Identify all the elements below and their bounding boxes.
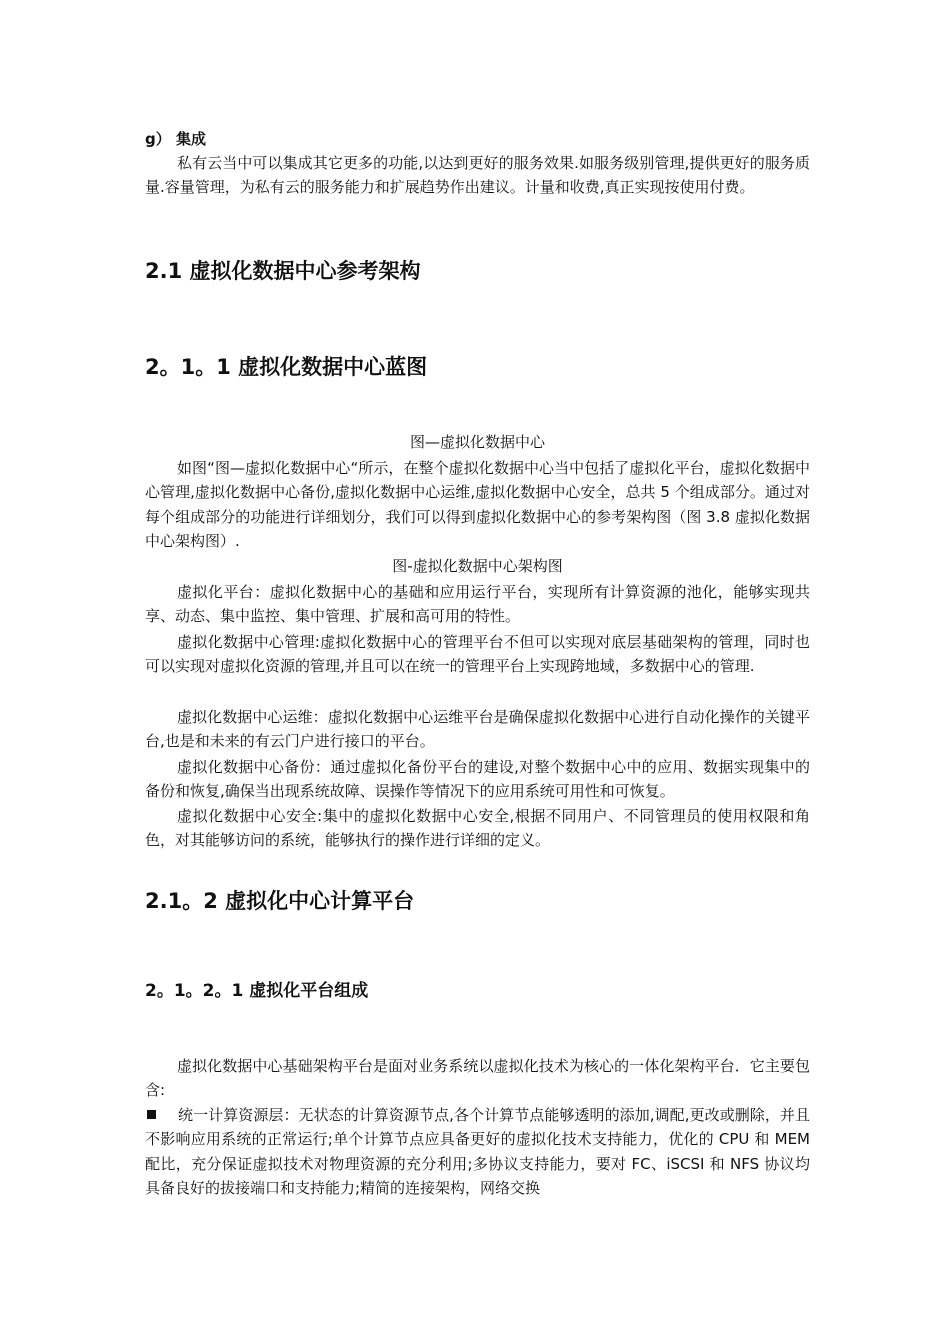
heading-2-1-1: 2。1。1 虚拟化数据中心蓝图	[145, 355, 428, 379]
figure-caption-architecture: 图-虚拟化数据中心架构图	[392, 557, 563, 575]
paragraph-intro: 如图“图—虚拟化数据中心“所示，在整个虚拟化数据中心当中包括了虚拟化平台，虚拟化数据中心管理,虚拟化数据中心备份,虚拟化数据中心运维,虚拟化数据中心安全，总共 5 个组成部分。通过对每个组成部分的功能进行详细划分，我们可以得到虚拟化数据中心的参考架构图（图 3.8 虚拟化数据中心架构图）.	[145, 459, 810, 551]
heading-2-1: 2.1 虚拟化数据中心参考架构	[145, 259, 421, 283]
paragraph-platform: 虚拟化平台：虚拟化数据中心的基础和应用运行平台，实现所有计算资源的池化，能够实现共享、动态、集中监控、集中管理、扩展和高可用的特性。	[145, 583, 810, 626]
paragraph-backup: 虚拟化数据中心备份：通过虚拟化备份平台的建设,对整个数据中心中的应用、数据实现集中的备份和恢复,确保当出现系统故障、误操作等情况下的应用系统可用性和可恢复。	[145, 758, 810, 801]
paragraph-operations: 虚拟化数据中心运维：虚拟化数据中心运维平台是确保虚拟化数据中心进行自动化操作的关键平台,也是和未来的有云门户进行接口的平台。	[145, 708, 810, 751]
bullet-text: 统一计算资源层：无状态的计算资源节点,各个计算节点能够透明的添加,调配,更改或删除，并且不影响应用系统的正常运行;单个计算节点应具备更好的虚拟化技术支持能力，优化的 CPU 和 MEM 配比，充分保证虚拟技术对物理资源的充分利用;多协议支持能力，要对 FC、iSCSI 和 NFS 协议均具备良好的拔接端口和支持能力;精简的连接架构，网络交换	[145, 1106, 810, 1198]
subsection-g-paragraph: 私有云当中可以集成其它更多的功能,以达到更好的服务效果.如服务级别管理,提供更好的服务质量.容量管理，为私有云的服务能力和扩展趋势作出建议。计量和收费,真正实现按使用付费。	[145, 154, 810, 197]
bullet-item-compute-layer	[145, 1103, 810, 1201]
subsection-g-title: g） 集成	[145, 130, 206, 148]
heading-2-1-2-1: 2。1。2。1 虚拟化平台组成	[145, 981, 369, 1001]
square-bullet-icon	[147, 1110, 156, 1119]
paragraph-security: 虚拟化数据中心安全:集中的虚拟化数据中心安全,根据不同用户、不同管理员的使用权限和角色，对其能够访问的系统，能够执行的操作进行详细的定义。	[145, 807, 810, 850]
paragraph-composition: 虚拟化数据中心基础架构平台是面对业务系统以虚拟化技术为核心的一体化架构平台．它主要包含:	[145, 1057, 810, 1100]
paragraph-management: 虚拟化数据中心管理:虚拟化数据中心的管理平台不但可以实现对底层基础架构的管理，同时也可以实现对虚拟化资源的管理,并且可以在统一的管理平台上实现跨地域，多数据中心的管理.	[145, 633, 810, 676]
heading-2-1-2: 2.1。2 虚拟化中心计算平台	[145, 889, 415, 913]
figure-caption-datacenter: 图—虚拟化数据中心	[409, 433, 545, 451]
